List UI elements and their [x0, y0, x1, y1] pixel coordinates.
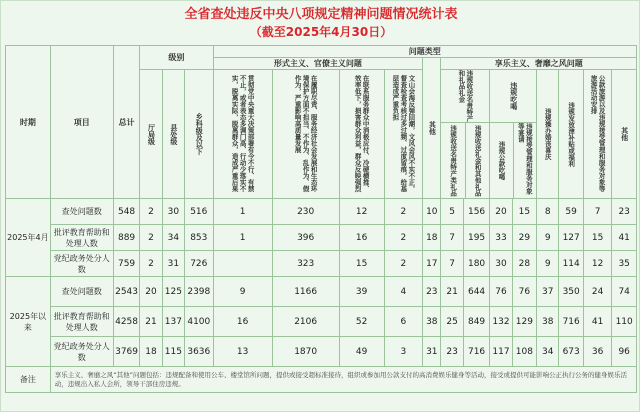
- value-cell: 1166: [272, 277, 339, 307]
- value-cell: 41: [612, 225, 637, 251]
- header-f1-label: 贯彻党中央重大决策部署有令不行、有禁不止，或者表态多调门高、行动少落实不实，脱离实际，脱离群众，造成严重后果: [230, 75, 255, 192]
- value-cell: 17: [423, 251, 441, 277]
- value-cell: 7: [441, 225, 463, 251]
- table-row: [6, 277, 637, 307]
- value-cell: 716: [463, 337, 489, 367]
- value-cell: 12: [583, 251, 611, 277]
- value-cell: 96: [612, 337, 637, 367]
- header-h2-label: 违规吃喝: [509, 82, 518, 110]
- value-cell: 39: [339, 277, 384, 307]
- header-h4-label: 违规发放津补贴或福利: [567, 101, 576, 167]
- value-cell: 38: [423, 307, 441, 337]
- header-h1b-label: 违规收送礼金和其他礼品: [473, 124, 482, 197]
- header-level-xian: [162, 70, 184, 199]
- value-cell: 34: [162, 225, 184, 251]
- value-cell: 16: [213, 307, 272, 337]
- note-row: [6, 367, 637, 393]
- value-cell: 1: [213, 225, 272, 251]
- value-cell: 76: [512, 277, 536, 307]
- header-formalism: 形式主义、官僚主义问题: [213, 58, 423, 70]
- value-cell: 2: [384, 199, 423, 225]
- value-cell: 76: [490, 277, 512, 307]
- value-cell: 9: [537, 225, 559, 251]
- header-problem-type: 问题类型: [213, 46, 636, 58]
- value-cell: 2106: [272, 307, 339, 337]
- value-cell: 117: [490, 337, 512, 367]
- header-h2b-label: 违规接受管理和服务对象等宴请: [516, 123, 533, 195]
- header-other-1-label: 其他: [428, 121, 437, 135]
- value-cell: 15: [583, 225, 611, 251]
- value-cell: 38: [537, 307, 559, 337]
- value-cell: 23: [441, 337, 463, 367]
- value-cell: 516: [185, 199, 214, 225]
- value-cell: 2: [140, 251, 162, 277]
- value-cell: 34: [537, 337, 559, 367]
- value-cell: 115: [162, 337, 184, 367]
- header-item: 项目: [50, 46, 113, 199]
- value-cell: 396: [272, 225, 339, 251]
- value-cell: 18: [140, 337, 162, 367]
- value-cell: 125: [162, 277, 184, 307]
- value-cell: 49: [339, 337, 384, 367]
- value-cell: 548: [113, 199, 139, 225]
- value-cell: 4: [384, 277, 423, 307]
- note-text: 享乐主义、奢靡之风“其他”问题包括：违规配备和使用公车、楼堂馆所问题，提供或接受超标准接待，组织或参加用公款支付的高消费娱乐健身等活动，接受或提供可能影响公正执行公务的健身娱乐活动，违规出入私人会所，领导干部住房违规。: [50, 367, 636, 393]
- value-cell: 18: [423, 225, 441, 251]
- value-cell: 16: [339, 225, 384, 251]
- header-period: 时期: [6, 46, 51, 199]
- header-hedonism: 享乐主义、奢靡之风问题: [441, 58, 637, 70]
- header-f4-label: 文山会海反弹回潮，文风会风不实不正，督查检查考核过多过频、过度留痕，给基层造成严重负担: [391, 75, 416, 192]
- header-h1-label: 违规收送名贵特产和礼品礼金: [457, 70, 474, 122]
- header-level-ting-label: 厅局级: [147, 123, 156, 145]
- header-h5-label: 公款旅游以及违规接受管理和服务对象等旅游活动安排: [589, 75, 606, 192]
- value-cell: 2398: [185, 277, 214, 307]
- value-cell: 114: [559, 251, 583, 277]
- value-cell: 24: [583, 277, 611, 307]
- value-cell: 12: [339, 199, 384, 225]
- value-cell: 15: [512, 199, 536, 225]
- value-cell: 2: [140, 225, 162, 251]
- value-cell: 644: [463, 277, 489, 307]
- header-level-xiang-label: 乡科级及以下: [195, 113, 204, 155]
- value-cell: 21: [441, 277, 463, 307]
- value-cell: 7: [441, 251, 463, 277]
- value-cell: 37: [537, 277, 559, 307]
- header-f1: [213, 70, 272, 199]
- table-row: [6, 307, 637, 337]
- value-cell: 6: [384, 307, 423, 337]
- table-row: [6, 337, 637, 367]
- value-cell: 31: [162, 251, 184, 277]
- header-h3-label: 违规操办婚丧喜庆: [543, 108, 552, 160]
- value-cell: 28: [512, 251, 536, 277]
- value-cell: 759: [113, 251, 139, 277]
- header-f3-label: 在联系服务群众中消极应付、冷硬横推、效率低下，损害群众利益，群众反映强烈: [353, 75, 370, 192]
- header-h6: [612, 70, 637, 199]
- value-cell: 15: [339, 251, 384, 277]
- value-cell: 13: [213, 337, 272, 367]
- value-cell: 8: [537, 199, 559, 225]
- header-level-xian-label: 县处级: [169, 123, 178, 145]
- value-cell: 4258: [113, 307, 139, 337]
- value-cell: 3: [384, 337, 423, 367]
- value-cell: 2: [384, 251, 423, 277]
- value-cell: 7: [583, 199, 611, 225]
- value-cell: 129: [512, 307, 536, 337]
- header-f3: [339, 70, 384, 199]
- header-h4: [559, 70, 583, 199]
- header-level-xiang: [185, 70, 214, 199]
- value-cell: 849: [463, 307, 489, 337]
- value-cell: 23: [423, 277, 441, 307]
- value-cell: 36: [583, 337, 611, 367]
- header-h1a-label: 违规收送名贵特产类礼品: [449, 124, 458, 197]
- value-cell: 2: [384, 225, 423, 251]
- value-cell: 35: [612, 251, 637, 277]
- period-cell: 2025年以来: [6, 277, 51, 367]
- table-row: [6, 199, 637, 225]
- header-h3: [537, 70, 559, 199]
- value-cell: 23: [612, 199, 637, 225]
- header-level: 级别: [140, 46, 213, 70]
- value-cell: 853: [185, 225, 214, 251]
- value-cell: 20: [140, 277, 162, 307]
- period-cell: 2025年4月: [6, 199, 51, 277]
- value-cell: 323: [272, 251, 339, 277]
- value-cell: 9: [537, 251, 559, 277]
- item-cell: 批评教育帮助和处理人数: [50, 307, 113, 337]
- value-cell: 716: [559, 307, 583, 337]
- value-cell: 1870: [272, 337, 339, 367]
- item-cell: 查处问题数: [50, 199, 113, 225]
- value-cell: 30: [490, 251, 512, 277]
- header-level-ting: [140, 70, 162, 199]
- page-subtitle: （截至2025年4月30日）: [249, 25, 393, 39]
- value-cell: 110: [612, 307, 637, 337]
- value-cell: 889: [113, 225, 139, 251]
- item-cell: 查处问题数: [50, 277, 113, 307]
- header-h5: [583, 70, 611, 199]
- value-cell: 180: [463, 251, 489, 277]
- item-cell: 党纪政务处分人数: [50, 337, 113, 367]
- value-cell: 10: [423, 199, 441, 225]
- value-cell: 4100: [185, 307, 214, 337]
- value-cell: 52: [339, 307, 384, 337]
- value-cell: 33: [490, 225, 512, 251]
- value-cell: 673: [559, 337, 583, 367]
- header-f2-label: 在履职尽责、服务经济社会发展和生态环境保护方面不担当、不作为、乱作为、假作为，严重影响高质量发展: [293, 75, 318, 192]
- value-cell: 9: [213, 277, 272, 307]
- table-row: [6, 251, 637, 277]
- value-cell: 41: [583, 307, 611, 337]
- value-cell: 195: [463, 225, 489, 251]
- value-cell: 2: [140, 199, 162, 225]
- value-cell: 74: [612, 277, 637, 307]
- value-cell: 2543: [113, 277, 139, 307]
- header-f4: [384, 70, 423, 199]
- value-cell: 108: [512, 337, 536, 367]
- value-cell: [213, 251, 272, 277]
- value-cell: 230: [272, 199, 339, 225]
- header-h6-label: 其他: [620, 127, 629, 141]
- item-cell: 党纪政务处分人数: [50, 251, 113, 277]
- value-cell: 5: [441, 199, 463, 225]
- value-cell: 3636: [185, 337, 214, 367]
- value-cell: 132: [490, 307, 512, 337]
- value-cell: 29: [512, 225, 536, 251]
- header-h2a-label: 违规公款吃喝: [497, 141, 506, 180]
- value-cell: 30: [162, 199, 184, 225]
- header-f2: [272, 70, 339, 199]
- header-h2: [490, 70, 537, 199]
- value-cell: 726: [185, 251, 214, 277]
- value-cell: 137: [162, 307, 184, 337]
- header-other-1: [423, 58, 441, 199]
- value-cell: 20: [490, 199, 512, 225]
- value-cell: 31: [423, 337, 441, 367]
- statistics-table: [5, 45, 637, 393]
- header-total: 总计: [113, 46, 139, 199]
- page-title: 全省查处违反中央八项规定精神问题情况统计表: [184, 7, 458, 22]
- header-h1: [441, 70, 490, 199]
- note-label: 备注: [6, 367, 51, 393]
- table-row: [6, 225, 637, 251]
- value-cell: 1: [213, 199, 272, 225]
- value-cell: 21: [140, 307, 162, 337]
- value-cell: 350: [559, 277, 583, 307]
- value-cell: 127: [559, 225, 583, 251]
- value-cell: 25: [441, 307, 463, 337]
- value-cell: 156: [463, 199, 489, 225]
- value-cell: 3769: [113, 337, 139, 367]
- value-cell: 59: [559, 199, 583, 225]
- item-cell: 批评教育帮助和处理人数: [50, 225, 113, 251]
